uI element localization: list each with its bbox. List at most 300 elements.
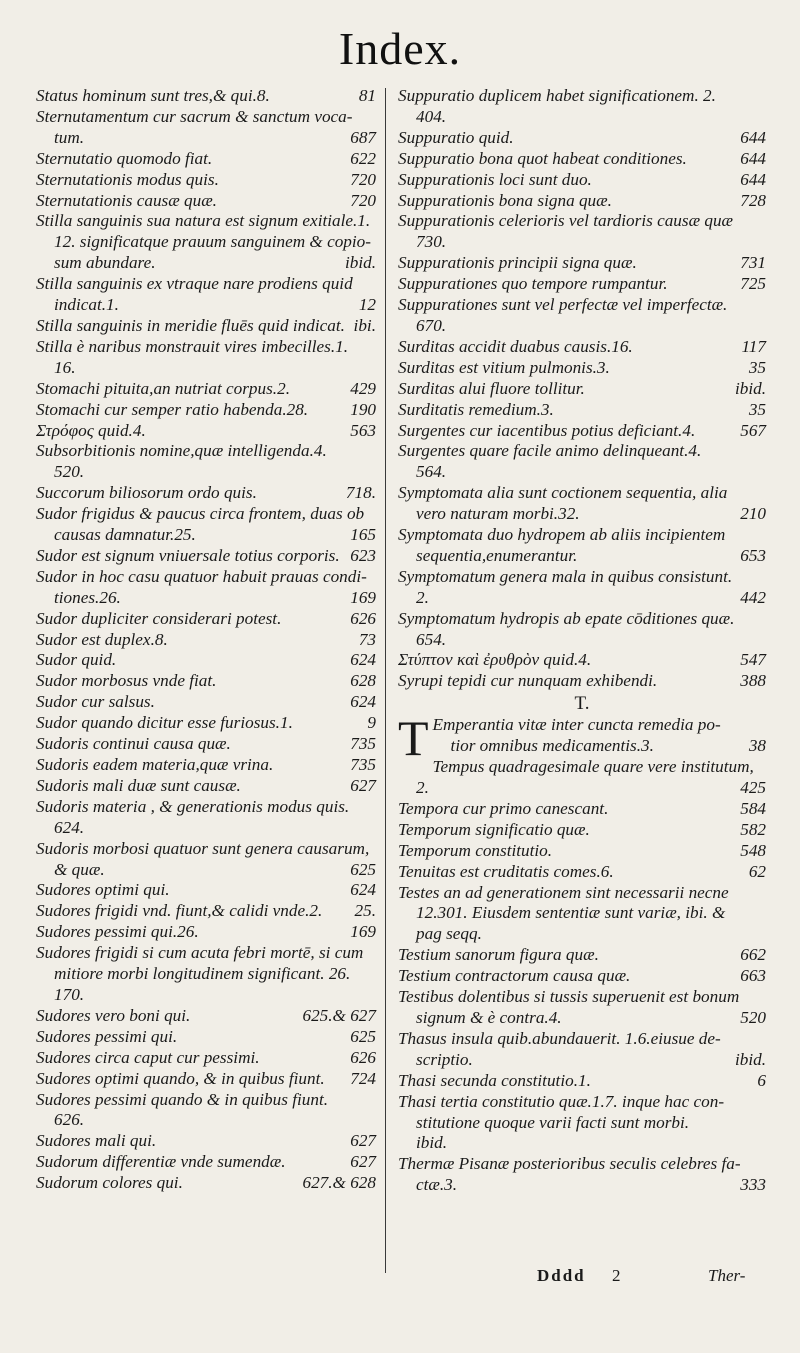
entry-page-ref: 165 bbox=[350, 525, 376, 545]
entry-text: 12. significatque prauum sanguinem & copio- bbox=[54, 232, 371, 252]
entry-text: 564. bbox=[416, 462, 447, 482]
entry-text: 16. bbox=[54, 357, 76, 377]
index-entry bbox=[36, 170, 376, 191]
entry-text: Sudores optimi qui. bbox=[36, 880, 170, 900]
entry-text: Στρόφος quid.4. bbox=[36, 420, 146, 440]
index-entry bbox=[398, 274, 766, 295]
entry-text: Sudor quando dicitur esse furiosus.1. bbox=[36, 713, 293, 733]
entry-text: Emperantia vitæ inter cuncta remedia po- bbox=[432, 715, 721, 735]
index-entry bbox=[36, 692, 376, 713]
entry-line bbox=[36, 734, 376, 755]
entry-text: Subsorbitionis nomine,quæ intelligenda.4. bbox=[36, 441, 327, 461]
entry-line bbox=[36, 128, 376, 149]
entry-text: ctæ.3. bbox=[416, 1175, 458, 1195]
column-divider bbox=[385, 88, 386, 1273]
entry-line bbox=[36, 274, 376, 295]
entry-text: tiones.26. bbox=[54, 587, 121, 607]
entry-page-ref: 567 bbox=[740, 420, 766, 440]
index-entry bbox=[36, 400, 376, 421]
entry-line bbox=[36, 1110, 376, 1131]
entry-text: Tempus quadragesimale quare vere institutum, bbox=[432, 757, 754, 777]
index-entry bbox=[398, 609, 766, 651]
entry-text: 2. bbox=[416, 587, 429, 607]
index-entry bbox=[398, 295, 766, 337]
entry-line bbox=[398, 379, 766, 400]
entry-text: Sudor morbosus vnde fiat. bbox=[36, 671, 217, 691]
entry-line bbox=[398, 1050, 766, 1071]
entry-line bbox=[398, 671, 766, 692]
entry-page-ref: 210 bbox=[740, 504, 766, 524]
entry-page-ref: 623 bbox=[350, 545, 376, 565]
entry-line bbox=[36, 860, 376, 881]
index-entry bbox=[398, 149, 766, 170]
entry-text: tum. bbox=[54, 127, 85, 147]
entry-text: Sudores frigidi vnd. fiunt,& calidi vnde.2. bbox=[36, 901, 323, 921]
entry-line bbox=[36, 421, 376, 442]
entry-text: Sudoris eadem materia,quæ vrina. bbox=[36, 755, 274, 774]
entry-text: Sudoris morbosi quatuor sunt genera causarum, bbox=[36, 838, 370, 858]
index-entry bbox=[36, 1048, 376, 1069]
index-entry bbox=[36, 755, 376, 776]
entry-line bbox=[398, 253, 766, 274]
entry-line bbox=[36, 358, 376, 379]
entry-text: Surditas est vitium pulmonis.3. bbox=[398, 357, 610, 377]
entry-page-ref: 547 bbox=[740, 650, 766, 670]
entry-text: Suppuratio duplicem habet significationem. 2. bbox=[398, 86, 716, 105]
index-entry bbox=[36, 943, 376, 1006]
entry-text: Suppuratio quid. bbox=[398, 127, 514, 147]
index-entry bbox=[398, 170, 766, 191]
index-entry bbox=[398, 799, 766, 820]
entry-page-ref: 627 bbox=[350, 775, 376, 795]
entry-line bbox=[398, 295, 766, 316]
entry-line bbox=[36, 379, 376, 400]
entry-text: Sudoris continui causa quæ. bbox=[36, 734, 231, 754]
index-entry bbox=[398, 567, 766, 609]
entry-line bbox=[36, 985, 376, 1006]
entry-line bbox=[36, 525, 376, 546]
entry-page-ref: 720 bbox=[350, 190, 376, 210]
entry-line bbox=[36, 504, 376, 525]
entry-line bbox=[36, 1027, 376, 1048]
entry-page-ref: 442 bbox=[740, 587, 766, 607]
entry-page-ref: ibid. bbox=[734, 1049, 766, 1069]
index-entry bbox=[398, 862, 766, 883]
index-entry bbox=[398, 1029, 766, 1071]
entry-text: Surditatis remedium.3. bbox=[398, 399, 554, 419]
index-entry bbox=[398, 421, 766, 442]
entry-line bbox=[398, 149, 766, 170]
entry-line bbox=[36, 400, 376, 421]
index-entry bbox=[36, 713, 376, 734]
entry-line bbox=[36, 609, 376, 630]
entry-text: signum & è contra.4. bbox=[416, 1007, 562, 1027]
entry-text: Sudor dupliciter considerari potest. bbox=[36, 608, 282, 628]
entry-text: Thasi tertia constitutio quæ.1.7. inque hac con- bbox=[398, 1091, 725, 1111]
entry-text: Sudores optimi quando, & in quibus fiunt. bbox=[36, 1068, 325, 1088]
index-entry bbox=[36, 421, 376, 442]
entry-page-ref: 25. bbox=[354, 901, 376, 921]
entry-line bbox=[36, 588, 376, 609]
entry-line bbox=[36, 1152, 376, 1173]
index-entry bbox=[36, 671, 376, 692]
entry-text: Suppurationis bona signa quæ. bbox=[398, 190, 612, 210]
entry-line bbox=[36, 818, 376, 839]
entry-line bbox=[36, 211, 376, 232]
index-entry bbox=[398, 337, 766, 358]
entry-text: Stilla sanguinis sua natura est signum exitiale.1. bbox=[36, 211, 371, 231]
entry-page-ref: 429 bbox=[350, 378, 376, 398]
entry-line bbox=[36, 692, 376, 713]
entry-text: Surditas accidit duabus causis.16. bbox=[398, 336, 633, 356]
entry-text: Stomachi pituita,an nutriat corpus.2. bbox=[36, 378, 290, 398]
index-entry bbox=[36, 149, 376, 170]
entry-page-ref: 653 bbox=[740, 545, 766, 565]
index-entry bbox=[36, 107, 376, 149]
index-entry bbox=[398, 987, 766, 1029]
index-entry bbox=[398, 379, 766, 400]
entry-line bbox=[36, 1131, 376, 1152]
entry-text: Thermæ Pisanæ posterioribus seculis celebres fa- bbox=[398, 1154, 741, 1174]
index-entry bbox=[36, 797, 376, 839]
entry-text: Sudores frigidi si cum acuta febri mortē, si cum bbox=[36, 943, 364, 963]
entry-page-ref: 190 bbox=[350, 399, 376, 419]
entry-line bbox=[36, 483, 376, 504]
letter-heading: T. bbox=[574, 693, 590, 715]
index-entry bbox=[398, 128, 766, 149]
entry-line bbox=[398, 337, 766, 358]
index-entry bbox=[398, 650, 766, 671]
index-entry bbox=[398, 441, 766, 483]
entry-page-ref: 6 bbox=[757, 1070, 766, 1090]
index-entry bbox=[36, 274, 376, 316]
index-entry bbox=[398, 191, 766, 212]
entry-line bbox=[398, 862, 766, 883]
entry-line bbox=[36, 650, 376, 671]
index-entry bbox=[398, 945, 766, 966]
entry-text: Suppurationis principii signa quæ. bbox=[398, 253, 637, 273]
entry-page-ref: ibid. bbox=[344, 253, 376, 273]
entry-page-ref: ibi. bbox=[353, 315, 376, 335]
index-entry bbox=[398, 253, 766, 274]
index-entry bbox=[36, 567, 376, 609]
entry-line bbox=[398, 358, 766, 379]
entry-line bbox=[36, 964, 376, 985]
index-entry bbox=[398, 671, 766, 692]
entry-text: Tenuitas est cruditatis comes.6. bbox=[398, 861, 614, 881]
entry-line bbox=[36, 441, 376, 462]
index-entry bbox=[398, 1154, 766, 1196]
entry-text: Testes an ad generationem sint necessarii necne bbox=[398, 882, 729, 902]
entry-text: Sudor frigidus & paucus circa frontem, duas ob bbox=[36, 504, 365, 524]
index-entry bbox=[398, 757, 766, 799]
index-entry bbox=[36, 880, 376, 901]
entry-line bbox=[36, 776, 376, 797]
entry-page-ref: 625 bbox=[350, 1026, 376, 1046]
entry-line bbox=[398, 441, 766, 462]
entry-page-ref: 718. bbox=[345, 483, 376, 503]
entry-text: Sudores mali qui. bbox=[36, 1131, 157, 1151]
index-entry bbox=[36, 734, 376, 755]
entry-text: mitiore morbi longitudinem significant. 26. bbox=[54, 964, 351, 984]
index-entry bbox=[36, 337, 376, 379]
entry-line bbox=[398, 400, 766, 421]
entry-text: Sudor cur salsus. bbox=[36, 692, 155, 712]
entry-line bbox=[398, 525, 766, 546]
entry-page-ref: 624 bbox=[350, 692, 376, 712]
entry-text: Sudor quid. bbox=[36, 650, 117, 670]
entry-line bbox=[36, 253, 376, 274]
entry-text: pag seqq. bbox=[416, 924, 482, 944]
entry-line bbox=[398, 504, 766, 525]
entry-text: 624. bbox=[54, 817, 85, 837]
entry-line bbox=[36, 191, 376, 212]
entry-text: Suppurationis celerioris vel tardioris causæ quæ bbox=[398, 211, 733, 231]
entry-line bbox=[398, 820, 766, 841]
index-entry bbox=[36, 776, 376, 797]
entry-line bbox=[398, 1071, 766, 1092]
entry-text: sum abundare. bbox=[54, 253, 156, 273]
entry-text: ibid. bbox=[416, 1133, 448, 1153]
entry-page-ref: 625.& 627 bbox=[302, 1005, 376, 1025]
index-entry bbox=[398, 525, 766, 567]
entry-page-ref: 35 bbox=[748, 399, 766, 419]
entry-text: causas damnatur.25. bbox=[54, 525, 196, 545]
entry-page-ref: 388 bbox=[740, 671, 766, 691]
entry-text: Tempora cur primo canescant. bbox=[398, 798, 609, 818]
entry-text: Stilla sanguinis in meridie fluēs quid indicat. bbox=[36, 315, 345, 335]
entry-page-ref: 73 bbox=[358, 629, 376, 649]
entry-page-ref: 582 bbox=[740, 819, 766, 839]
page-footer bbox=[0, 1266, 800, 1296]
entry-page-ref: 628 bbox=[350, 671, 376, 691]
entry-page-ref: 627 bbox=[350, 1131, 376, 1151]
index-entry bbox=[36, 630, 376, 651]
entry-line bbox=[36, 149, 376, 170]
entry-line bbox=[398, 588, 766, 609]
index-entry bbox=[36, 922, 376, 943]
entry-page-ref: 724 bbox=[350, 1068, 376, 1088]
entry-text: Temporum constitutio. bbox=[398, 840, 553, 860]
entry-line bbox=[398, 86, 766, 107]
index-entry bbox=[398, 211, 766, 253]
entry-line bbox=[398, 211, 766, 232]
entry-text: Temporum significatio quæ. bbox=[398, 819, 590, 839]
entry-line bbox=[398, 107, 766, 128]
index-entry bbox=[36, 609, 376, 630]
index-entry bbox=[398, 358, 766, 379]
entry-text: sequentia,enumerantur. bbox=[416, 545, 578, 565]
entry-text: Status hominum sunt tres,& qui.8. bbox=[36, 86, 270, 105]
entry-line bbox=[398, 483, 766, 504]
index-entry bbox=[36, 1006, 376, 1027]
entry-line bbox=[36, 943, 376, 964]
entry-page-ref: ibid. bbox=[734, 378, 766, 398]
entry-line bbox=[398, 1113, 766, 1134]
index-entry bbox=[36, 191, 376, 212]
entry-line bbox=[398, 170, 766, 191]
entry-line bbox=[36, 295, 376, 316]
index-entry bbox=[36, 1173, 376, 1194]
entry-page-ref: 333 bbox=[740, 1175, 766, 1195]
entry-text: Succorum biliosorum ordo quis. bbox=[36, 483, 257, 503]
index-entry bbox=[398, 883, 766, 946]
entry-text: Stilla è naribus monstrauit vires imbecilles.1. bbox=[36, 336, 349, 356]
index-entry bbox=[36, 483, 376, 504]
entry-page-ref: 624 bbox=[350, 880, 376, 900]
entry-text: Sudor in hoc casu quatuor habuit prauas condi- bbox=[36, 566, 367, 586]
entry-line bbox=[398, 191, 766, 212]
index-entry bbox=[36, 901, 376, 922]
entry-text: Suppuratio bona quot habeat conditiones. bbox=[398, 148, 687, 168]
entry-text: 626. bbox=[54, 1110, 85, 1130]
entry-page-ref: 687 bbox=[350, 127, 376, 147]
entry-text: Surditas alui fluore tollitur. bbox=[398, 378, 585, 398]
entry-text: Sudores pessimi quando & in quibus fiunt. bbox=[36, 1089, 329, 1109]
entry-text: Surgentes cur iacentibus potius deficiant.4. bbox=[398, 420, 696, 440]
entry-text: Sudores vero boni qui. bbox=[36, 1005, 191, 1025]
index-column-left bbox=[36, 86, 376, 1194]
entry-page-ref: 12 bbox=[358, 295, 376, 315]
entry-page-ref: 624 bbox=[350, 650, 376, 670]
entry-text: Sudores pessimi qui.26. bbox=[36, 922, 199, 942]
entry-text: Symptomatum hydropis ab epate cōditiones quæ. bbox=[398, 608, 735, 628]
entry-page-ref: 725 bbox=[740, 274, 766, 294]
entry-line bbox=[433, 715, 766, 736]
entry-text: 12.301. Eiusdem sententiæ sunt variæ, ibi. & bbox=[416, 903, 726, 923]
entry-line bbox=[398, 1154, 766, 1175]
index-entry bbox=[36, 504, 376, 546]
entry-line bbox=[36, 901, 376, 922]
entry-page-ref: 644 bbox=[740, 148, 766, 168]
index-entry bbox=[36, 650, 376, 671]
entry-line bbox=[36, 630, 376, 651]
entry-line bbox=[36, 713, 376, 734]
entry-text: Surgentes quare facile animo delinqueant.4. bbox=[398, 441, 702, 461]
entry-page-ref: 520 bbox=[740, 1007, 766, 1027]
entry-text: Sudorum colores qui. bbox=[36, 1173, 183, 1193]
entry-page-ref: 735 bbox=[350, 755, 376, 774]
entry-text: Syrupi tepidi cur nunquam exhibendi. bbox=[398, 671, 658, 691]
index-entry bbox=[36, 211, 376, 274]
signature-number: 2 bbox=[612, 1266, 621, 1285]
entry-text: Sternutationis causæ quæ. bbox=[36, 190, 217, 210]
entry-line bbox=[36, 922, 376, 943]
entry-line bbox=[36, 546, 376, 567]
entry-text: 654. bbox=[416, 629, 447, 649]
entry-text: Testibus dolentibus si tussis superuenit est bonum bbox=[398, 987, 740, 1007]
entry-line bbox=[36, 1048, 376, 1069]
right-entries-s bbox=[398, 86, 766, 692]
entry-page-ref: 626 bbox=[350, 608, 376, 628]
entry-line bbox=[398, 546, 766, 567]
entry-line bbox=[36, 1090, 376, 1111]
index-entry bbox=[36, 1027, 376, 1048]
index-entry bbox=[36, 441, 376, 483]
entry-line bbox=[36, 797, 376, 818]
entry-page-ref: 62 bbox=[748, 861, 766, 881]
entry-page-ref: 663 bbox=[740, 966, 766, 986]
entry-text: Testium contractorum causa quæ. bbox=[398, 966, 631, 986]
entry-line bbox=[36, 755, 376, 776]
entry-page-ref: 548 bbox=[740, 840, 766, 860]
entry-line bbox=[398, 903, 766, 924]
entry-page-ref: 584 bbox=[740, 798, 766, 818]
entry-text: Sudorum differentiæ vnde sumendæ. bbox=[36, 1152, 286, 1172]
entry-line bbox=[36, 1173, 376, 1194]
entry-line bbox=[398, 462, 766, 483]
index-entry bbox=[398, 1071, 766, 1092]
page-title: Index. bbox=[338, 23, 462, 74]
entry-text: Sudoris mali duæ sunt causæ. bbox=[36, 775, 241, 795]
entry-page-ref: 563 bbox=[350, 420, 376, 440]
entry-text: stitutione quoque varii facti sunt morbi. bbox=[416, 1112, 690, 1132]
entry-line bbox=[398, 841, 766, 862]
entry-line bbox=[36, 232, 376, 253]
index-entry bbox=[36, 1131, 376, 1152]
index-entry bbox=[36, 1090, 376, 1132]
entry-page-ref: 662 bbox=[740, 945, 766, 965]
entry-line bbox=[36, 880, 376, 901]
entry-line bbox=[398, 883, 766, 904]
entry-line bbox=[433, 757, 766, 778]
entry-text: 170. bbox=[54, 984, 85, 1004]
entry-text: Sternutatio quomodo fiat. bbox=[36, 148, 213, 168]
entry-text: tior omnibus medicamentis.3. bbox=[450, 736, 654, 756]
index-entry bbox=[398, 820, 766, 841]
entry-text: Stomachi cur semper ratio habenda.28. bbox=[36, 399, 309, 419]
entry-line bbox=[398, 630, 766, 651]
entry-page-ref: 627 bbox=[350, 1152, 376, 1172]
entry-page-ref: 720 bbox=[350, 169, 376, 189]
entry-page-ref: 38 bbox=[748, 736, 766, 756]
entry-line bbox=[36, 839, 376, 860]
entry-text: Sternutamentum cur sacrum & sanctum voca- bbox=[36, 106, 353, 126]
entry-text: Thasus insula quib.abundauerit. 1.6.eiusue de- bbox=[398, 1028, 721, 1048]
index-entry bbox=[36, 546, 376, 567]
signature-mark: Dddd bbox=[537, 1266, 586, 1285]
index-entry bbox=[36, 839, 376, 881]
entry-line bbox=[398, 778, 766, 799]
entry-line bbox=[36, 567, 376, 588]
entry-line bbox=[36, 337, 376, 358]
entry-text: 520. bbox=[54, 462, 85, 482]
entry-page-ref: 626 bbox=[350, 1047, 376, 1067]
index-entry bbox=[36, 379, 376, 400]
drop-capital: T bbox=[398, 710, 429, 767]
entry-text: Suppurationes quo tempore rumpantur. bbox=[398, 274, 668, 294]
entry-text: Symptomatum genera mala in quibus consistunt. bbox=[398, 566, 733, 586]
entry-text: Στύπτον καὶ ἐρυθρὸν quid.4. bbox=[398, 650, 592, 670]
entry-text: Sudores circa caput cur pessimi. bbox=[36, 1047, 260, 1067]
index-entry bbox=[398, 841, 766, 862]
entry-line bbox=[398, 799, 766, 820]
entry-page-ref: 644 bbox=[740, 169, 766, 189]
entry-page-ref: 9 bbox=[367, 713, 376, 733]
right-entries-t bbox=[398, 710, 766, 1196]
entry-line bbox=[36, 1006, 376, 1027]
entry-line bbox=[433, 736, 766, 757]
entry-text: 670. bbox=[416, 315, 447, 335]
entry-text: 2. bbox=[416, 778, 429, 797]
entry-page-ref: 627.& 628 bbox=[302, 1173, 376, 1193]
entry-line bbox=[398, 966, 766, 987]
entry-page-ref: 625 bbox=[350, 859, 376, 879]
entry-line bbox=[398, 1175, 766, 1196]
entry-text: Thasi secunda constitutio.1. bbox=[398, 1070, 591, 1090]
entry-text: scriptio. bbox=[416, 1049, 473, 1069]
entry-line bbox=[398, 421, 766, 442]
